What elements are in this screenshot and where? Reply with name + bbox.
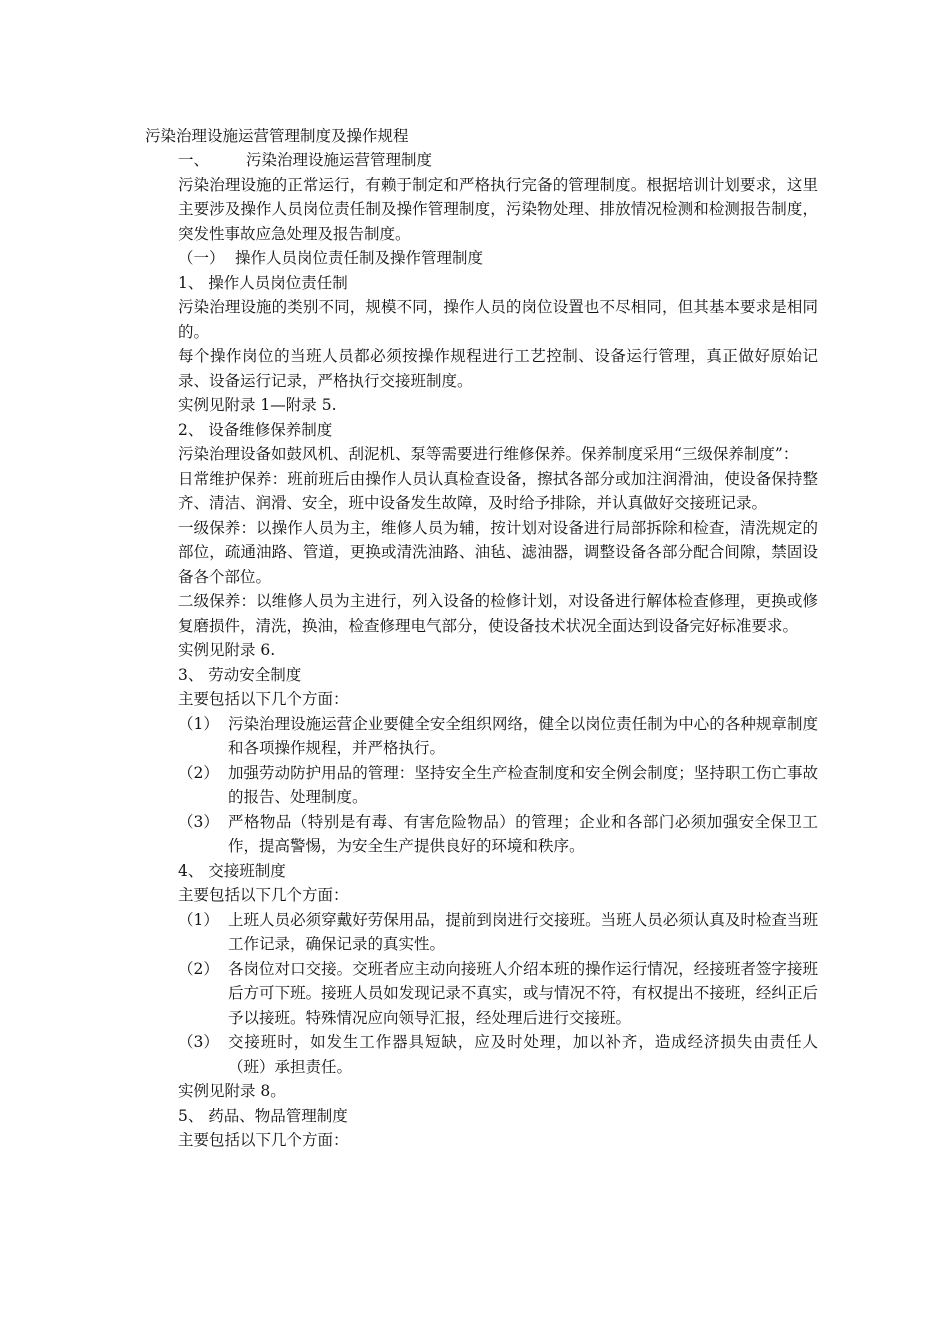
list-item bbox=[178, 1030, 818, 1079]
list-item bbox=[178, 761, 818, 810]
list-text: 污染治理设施运营企业要健全安全组织网络，健全以岗位责任制为中心的各种规章制度和各项操作规程，并严格执行。 bbox=[228, 714, 818, 757]
paragraph: 二级保养：以维修人员为主进行，列入设备的检修计划，对设备进行解体检查修理，更换或修复磨损件，清洗，换油，检查修理电气部分，使设备技术状况全面达到设备完好标准要求。 bbox=[178, 592, 818, 635]
section-heading-text: 污染治理设施运营管理制度 bbox=[246, 151, 433, 169]
list-number: （1） bbox=[178, 714, 219, 733]
list-number: （2） bbox=[178, 959, 219, 978]
paragraph: 日常维护保养：班前班后由操作人员认真检查设备，擦拭各部分或加注润滑油，使设备保持整齐、清洁、润滑、安全，班中设备发生故障，及时给予排除，并认真做好交接班记录。 bbox=[178, 469, 818, 512]
document-title: 污染治理设施运营管理制度及操作规程 bbox=[145, 127, 409, 145]
subsection-heading-text: 操作人员岗位责任制及操作管理制度 bbox=[235, 249, 484, 267]
item-heading-5: 5、 药品、物品管理制度 bbox=[178, 1106, 348, 1125]
list-item bbox=[178, 908, 818, 957]
section-number: 一、 bbox=[178, 151, 210, 169]
paragraph: 每个操作岗位的当班人员都必须按操作规程进行工艺控制、设备运行管理，真正做好原始记录、设备运行记录，严格执行交接班制度。 bbox=[178, 347, 818, 390]
list-text: 各岗位对口交接。交班者应主动向接班人介绍本班的操作运行情况，经接班者签字接班后方可下班。接班人员如发现记录不真实，或与情况不符，有权提出不接班，经纠正后予以接班。特殊情况应向领导汇报，经处理后进行交接班。 bbox=[228, 959, 818, 1027]
list-number: （1） bbox=[178, 910, 219, 929]
list-text: 严格物品（特别是有毒、有害危险物品）的管理；企业和各部门必须加强安全保卫工作，提高警惕，为安全生产提供良好的环境和秩序。 bbox=[228, 812, 818, 855]
list-item bbox=[178, 957, 818, 1031]
list-text: 上班人员必须穿戴好劳保用品，提前到岗进行交接班。当班人员必须认真及时检查当班工作记录，确保记录的真实性。 bbox=[228, 910, 818, 953]
document-body bbox=[178, 148, 818, 1153]
item-heading-3: 3、 劳动安全制度 bbox=[178, 665, 302, 684]
subsection-number: （一） bbox=[178, 249, 225, 267]
list-text: 交接班时，如发生工作器具短缺，应及时处理，加以补齐，造成经济损失由责任人（班）承担责任。 bbox=[228, 1033, 818, 1076]
item-heading-4: 4、 交接班制度 bbox=[178, 861, 286, 880]
list-text: 加强劳动防护用品的管理：坚持安全生产检查制度和安全例会制度；坚持职工伤亡事故的报告、处理制度。 bbox=[228, 763, 818, 806]
list-number: （3） bbox=[178, 812, 219, 831]
paragraph: 污染治理设备如鼓风机、刮泥机、泵等需要进行维修保养。保养制度采用“三级保养制度”： bbox=[178, 445, 799, 463]
list-item bbox=[178, 712, 818, 761]
list-item bbox=[178, 810, 818, 859]
list-number: （3） bbox=[178, 1033, 219, 1051]
appendix-note: 实例见附录 6. bbox=[178, 641, 276, 659]
list-lead: 主要包括以下几个方面： bbox=[178, 1131, 349, 1149]
section-heading-1 bbox=[178, 148, 818, 173]
paragraph: 一级保养：以操作人员为主，维修人员为辅，按计划对设备进行局部拆除和检查，清洗规定的部位，疏通油路、管道，更换或清洗油路、油毡、滤油器，调整设备各部分配合间隙，禁固设备各个部位。 bbox=[178, 518, 818, 586]
list-number: （2） bbox=[178, 763, 219, 782]
paragraph: 污染治理设施的类别不同，规模不同，操作人员的岗位设置也不尽相同，但其基本要求是相同的。 bbox=[178, 298, 818, 341]
section-intro: 污染治理设施的正常运行，有赖于制定和严格执行完备的管理制度。根据培训计划要求，这里主要涉及操作人员岗位责任制及操作管理制度，污染物处理、排放情况检测和检测报告制度，突发性事故应急处理及报告制度。 bbox=[178, 175, 818, 243]
item-heading-1: 1、 操作人员岗位责任制 bbox=[178, 273, 348, 292]
list-lead: 主要包括以下几个方面： bbox=[178, 690, 349, 708]
subsection-heading-1 bbox=[178, 246, 818, 271]
item-heading-2: 2、 设备维修保养制度 bbox=[178, 420, 333, 439]
appendix-note: 实例见附录 8。 bbox=[178, 1082, 286, 1100]
list-lead: 主要包括以下几个方面： bbox=[178, 886, 349, 904]
appendix-note: 实例见附录 1—附录 5. bbox=[178, 396, 337, 414]
